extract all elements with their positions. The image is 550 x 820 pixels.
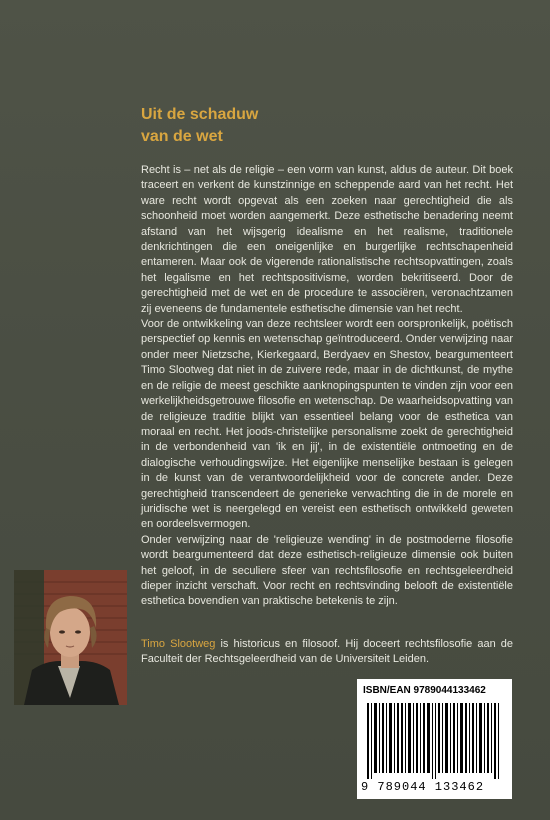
blurb-paragraph-3: Onder verwijzing naar de 'religieuze wending' in de postmoderne filosofie wordt beargumenteerd dat deze esthetisch-religieuze dimensie ook buiten het geloof, in de seculiere sfeer van rechtsfilosofie en rechtsgeleerdheid dieper inzicht verschaft. Voor recht en rechtsvinding belooft de existentiële esthetica bovendien van praktische betekenis te zijn. [141,533,513,608]
isbn-digits: 9 789044 133462 [361,780,485,794]
author-name: Timo Slootweg [141,638,216,650]
blurb-paragraph-1: Recht is – net als de religie – een vorm van kunst, aldus de auteur. Dit boek traceert en verkent de kunstzinnige en scheppende aard van het recht. Het ware recht wordt opgevat als een zoeken naar gerechtigheid die als schoonheid moet worden aangemerkt. Deze esthetische benadering neemt afstand van het wijsgerig idealisme en het realisme, traditionele denkrichtingen die een oneigenlijke en burgerlijke rechtschapenheid entameren. Maar ook de vigerende rationalistische rechtsopvattingen, zoals het legalisme en het rechtspositivisme, worden bekritiseerd. Door de gerechtigheid met de wet en de procedure te associëren, veronachtzamen zij eveneens de fundamentele esthetische dimensie van het recht. [141,164,513,315]
title-line-1: Uit de schaduw [141,106,259,123]
author-photo [14,570,127,705]
isbn-barcode-label [357,679,512,799]
title-line-2: van de wet [141,128,223,145]
barcode-icon [367,703,502,779]
author-bio [141,637,513,668]
blurb [141,163,513,610]
author-bio-text: is historicus en filosoof. Hij doceert rechtsfilosofie aan de Faculteit der Rechtsgeleerdheid van de Universiteit Leiden. [141,638,514,666]
isbn-label: ISBN/EAN 9789044133462 [363,685,486,696]
blurb-paragraph-2: Voor de ontwikkeling van deze rechtsleer wordt een oorspronkelijk, poëtisch perspectief op kennis en wetenschap geïntroduceerd. Onder verwijzing naar onder meer Nietzsche, Kierkegaard, Berdyaev en Shestov, beargumenteert Timo Slootweg dat niet in de zuivere rede, maar in de dichtkunst, de mythe en de religie de meest geschikte aanknopingspunten te vinden zijn voor een werkelijkheidsgetrouwe filosofie en wetenschap. De waarheidsopvatting van de religieuze traditie blijkt van essentieel belang voor de esthetica van moraal en recht. Het joods-christelijke personalisme zoekt de gerechtigheid in de verbondenheid van 'ik en jij', in de existentiële ontmoeting en de dialogische verhoudingswijze. Het eigenlijke menselijke bestaan is gelegen in de kunst van de verantwoordelijkheid voor de concrete ander. Deze gerechtigheid transcendeert de generieke verwachting die in de morele en juridische wet is neergelegd en vereist een esthetisch ontwikkeld geweten en oordeelsvermogen. [141,318,513,531]
book-title [141,104,258,148]
